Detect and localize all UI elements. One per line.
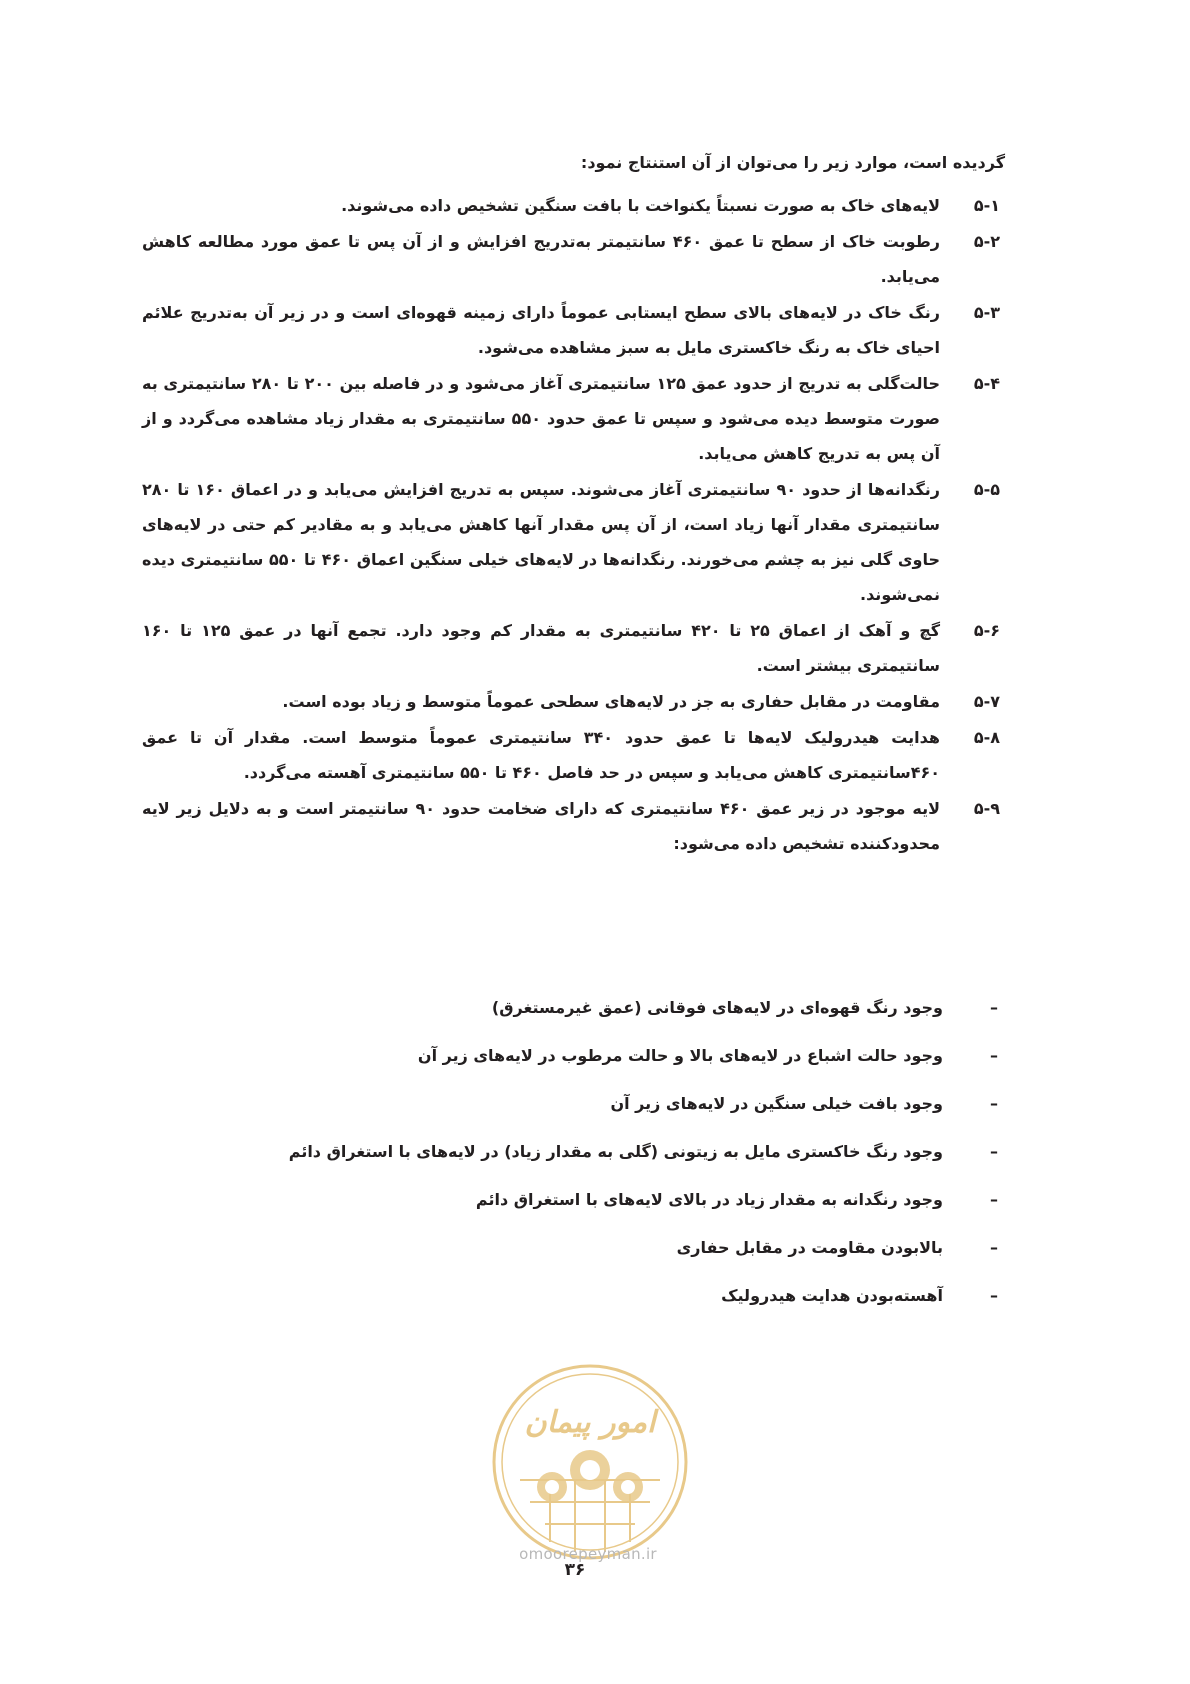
item-text: رنگدانه‌ها از حدود ۹۰ سانتیمتری آغاز می‌شوند. سپس به تدریج افزایش می‌یابد و در اعماق ۱۶۰ تا ۲۸۰ سانتیمتری مقدار آنها زیاد است، از آن پس مقدار آنها کاهش می‌یابد و به مقادیر کم حتی در لایه‌های حاوی گلی نیز به چشم می‌خورند. رنگدانه‌ها در لایه‌های خیلی سنگین اعماق ۴۶۰ تا ۵۵۰ سانتیمتری دیده نمی‌شوند.: [142, 480, 940, 604]
numbered-list: [142, 188, 1000, 862]
list-item: [142, 366, 1000, 471]
list-item: [142, 295, 1000, 365]
intro-line: گردیده است، موارد زیر را می‌توان از آن استنتاج نمود:: [580, 153, 1005, 172]
bullet-dash: –: [990, 1190, 998, 1209]
item-number: ۵-۷: [973, 692, 1000, 711]
bullet-item: [142, 1190, 1000, 1214]
item-number: ۵-۵: [973, 480, 1000, 499]
page-number: ۳۶: [564, 1560, 586, 1580]
bullet-item: [142, 1286, 1000, 1310]
bullet-item: [142, 998, 1000, 1022]
bullet-item: [142, 1142, 1000, 1166]
bullet-text: آهسته‌بودن هدایت هیدرولیک: [721, 1286, 943, 1305]
list-item: [142, 720, 1000, 790]
bullet-item: [142, 1094, 1000, 1118]
bullet-item: [142, 1238, 1000, 1262]
bullet-dash: –: [990, 1094, 998, 1113]
bullet-dash: –: [990, 1142, 998, 1161]
item-number: ۵-۶: [973, 621, 1000, 640]
bullet-dash: –: [990, 1286, 998, 1305]
bullet-text: وجود بافت خیلی سنگین در لایه‌های زیر آن: [610, 1094, 943, 1113]
bullet-dash: –: [990, 1238, 998, 1257]
bullet-text: بالابودن مقاومت در مقابل حفاری: [676, 1238, 943, 1257]
item-text: رطوبت خاک از سطح تا عمق ۴۶۰ سانتیمتر به‌تدریج افزایش و از آن پس تا عمق مورد مطالعه کاهش می‌یابد.: [142, 232, 940, 286]
item-number: ۵-۳: [973, 303, 1000, 322]
watermark-logo: [490, 1362, 690, 1562]
bullet-text: وجود حالت اشباع در لایه‌های بالا و حالت مرطوب در لایه‌های زیر آن: [417, 1046, 943, 1065]
item-text: گچ و آهک از اعماق ۲۵ تا ۴۲۰ سانتیمتری به مقدار کم وجود دارد. تجمع آنها در عمق ۱۲۵ تا ۱۶۰ سانتیمتری بیشتر است.: [142, 621, 941, 675]
list-item: [142, 224, 1000, 294]
item-text: لایه‌های خاک به صورت نسبتاً یکنواخت با بافت سنگین تشخیص داده می‌شوند.: [341, 196, 940, 215]
bullet-text: وجود رنگ خاکستری مایل به زیتونی (گلی به مقدار زیاد) در لایه‌های با استغراق دائم: [288, 1142, 943, 1161]
bullet-text: وجود رنگ قهوه‌ای در لایه‌های فوقانی (عمق غیرمستغرق): [491, 998, 943, 1017]
bullet-item: [142, 1046, 1000, 1070]
bullet-dash: –: [990, 1046, 998, 1065]
bullet-text: وجود رنگدانه به مقدار زیاد در بالای لایه‌های با استغراق دائم: [475, 1190, 943, 1209]
bullet-dash: –: [990, 998, 998, 1017]
list-item: [142, 472, 1000, 612]
item-number: ۵-۸: [973, 728, 1000, 747]
item-number: ۵-۱: [973, 196, 1000, 215]
list-item: [142, 791, 1000, 861]
list-item: [142, 188, 1000, 223]
watermark-logo-text: امور پیمان: [524, 1405, 656, 1440]
item-text: لایه موجود در زیر عمق ۴۶۰ سانتیمتری که دارای ضخامت حدود ۹۰ سانتیمتر است و به دلایل زیر لایه محدودکننده تشخیص داده می‌شود:: [142, 799, 941, 853]
item-text: هدایت هیدرولیک لایه‌ها تا عمق حدود ۳۴۰ سانتیمتری عموماً متوسط است. مقدار آن تا عمق ۴۶۰سانتیمتری کاهش می‌یابد و سپس در حد فاصل ۴۶۰ تا ۵۵۰ سانتیمتری آهسته می‌گردد.: [142, 728, 941, 782]
item-text: حالت‌گلی به تدریج از حدود عمق ۱۲۵ سانتیمتری آغاز می‌شود و در فاصله بین ۲۰۰ تا ۲۸۰ سانتیمتری به صورت متوسط دیده می‌شود و سپس تا عمق حدود ۵۵۰ سانتیمتری به مقدار زیاد مشاهده می‌گردد و از آن پس به تدریج کاهش می‌یابد.: [142, 374, 941, 463]
bullet-list: [142, 998, 1000, 1334]
item-text: رنگ خاک در لایه‌های بالای سطح ایستابی عموماً دارای زمینه قهوه‌ای است و در زیر آن به‌تدریج علائم احیای خاک به رنگ خاکستری مایل به سبز مشاهده می‌شود.: [142, 303, 940, 357]
item-number: ۵-۲: [973, 232, 1000, 251]
list-item: [142, 613, 1000, 683]
list-item: [142, 684, 1000, 719]
item-number: ۵-۹: [973, 799, 1000, 818]
item-number: ۵-۴: [973, 374, 1000, 393]
item-text: مقاومت در مقابل حفاری به جز در لایه‌های سطحی عموماً متوسط و زیاد بوده است.: [282, 692, 940, 711]
watermark-url: omoorepeyman.ir: [519, 1545, 657, 1563]
